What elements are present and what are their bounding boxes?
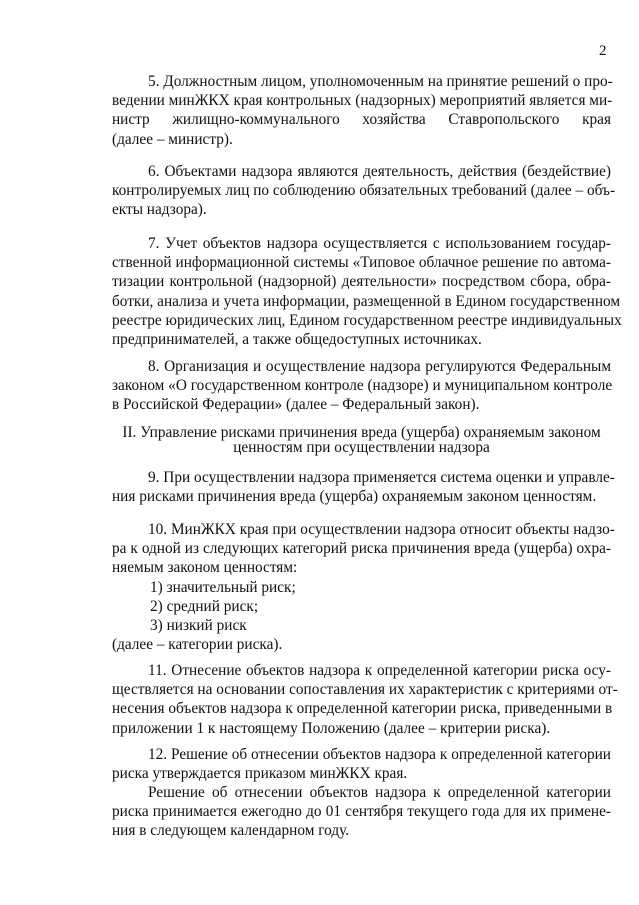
text-line: законом «О государственном контроле (надзоре) и муниципальном контроле	[112, 377, 613, 395]
text-line: тизации контрольной (надзорной) деятельности» посредством сбора, обра-	[112, 273, 611, 291]
text-line: риска принимается ежегодно до 01 сентября текущего года для их примене-	[112, 803, 611, 821]
text-line: контролируемых лиц по соблюдению обязательных требований (далее – объ-	[112, 182, 616, 200]
text-line: несения объектов надзора к определенной категории риска, приведенными в	[112, 700, 613, 718]
list-item: 2) средний риск;	[150, 597, 259, 615]
text-line: ственной информационной системы «Типовое облачное решение по автома-	[112, 254, 611, 272]
text-line: 8. Организация и осуществление надзора регулируются Федеральным	[148, 358, 611, 375]
text-line: 6. Объектами надзора являются деятельность, действия (бездействие)	[148, 163, 611, 180]
section-heading-line: ценностям при осуществлении надзора	[233, 439, 490, 456]
text-line: ботки, анализа и учета информации, размещенной в Едином государственном	[112, 292, 621, 310]
paragraph-10	[112, 520, 615, 654]
list-item: 1) значительный риск;	[150, 578, 296, 596]
text-line: 5. Должностным лицом, уполномоченным на принятие решений о про-	[148, 73, 613, 90]
paragraph-6	[112, 162, 616, 220]
text-line: (далее – категории риска).	[112, 636, 283, 654]
text-line: ведении минЖКХ края контрольных (надзорных) мероприятий является ми-	[112, 92, 613, 110]
page-number: 2	[599, 43, 607, 59]
text-line: нистр жилищно-коммунального хозяйства Ставропольского края	[112, 111, 611, 129]
paragraph-12	[112, 745, 611, 783]
section-heading-line: II. Управление рисками причинения вреда (ущерба) охраняемым законом	[122, 424, 601, 441]
section-heading	[112, 425, 611, 455]
list-item: 3) низкий риск	[150, 617, 247, 635]
text-line: 12. Решение об отнесении объектов надзора к определенной категории	[148, 746, 611, 763]
text-line: приложении 1 к настоящему Положению (далее – критерии риска).	[112, 719, 551, 737]
paragraph-5	[112, 72, 611, 149]
text-line: риска утверждается приказом минЖКХ края.	[112, 765, 408, 783]
text-line: 7. Учет объектов надзора осуществляется с использованием государ-	[148, 235, 611, 252]
text-line: ния рисками причинения вреда (ущерба) охраняемым законом ценностям.	[112, 488, 597, 506]
text-line: Решение об отнесении объектов надзора к определенной категории	[148, 784, 611, 801]
text-line: ра к одной из следующих категорий риска причинения вреда (ущерба) охра-	[112, 540, 611, 558]
paragraph-8	[112, 357, 611, 415]
text-line: в Российской Федерации» (далее – Федеральный закон).	[112, 396, 480, 414]
text-line: предпринимателей, а также общедоступных источниках.	[112, 331, 482, 349]
text-line: 10. МинЖКХ края при осуществлении надзора относит объекты надзо-	[148, 521, 615, 538]
text-line: ществляется на основании сопоставления их характеристик с критериями от-	[112, 681, 618, 699]
text-line: екты надзора).	[112, 201, 207, 219]
text-line: 11. Отнесение объектов надзора к определенной категории риска осу-	[148, 662, 611, 679]
text-line: няемым законом ценностям:	[112, 559, 298, 577]
text-line: ния в следующем календарном году.	[112, 822, 350, 840]
text-line: (далее – министр).	[112, 130, 233, 148]
text-line: реестре юридических лиц, Едином государственном реестре индивидуальных	[112, 311, 622, 329]
paragraph-7	[112, 234, 622, 349]
text-line: 9. При осуществлении надзора применяется система оценки и управле-	[148, 469, 615, 486]
paragraph-12-continuation	[112, 783, 611, 841]
paragraph-9	[112, 468, 615, 506]
paragraph-11	[112, 661, 618, 738]
